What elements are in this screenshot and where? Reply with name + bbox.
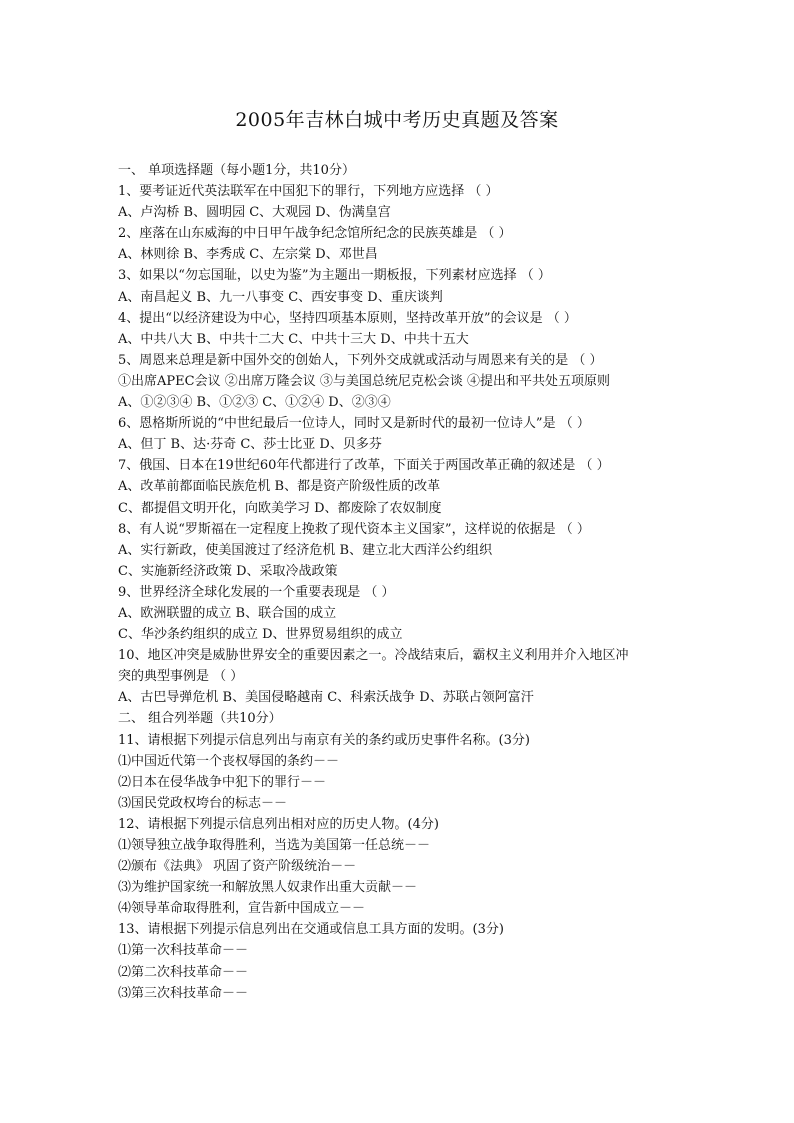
text-line: A、改革前都面临民族危机 B、都是资产阶级性质的改革 xyxy=(118,479,441,495)
text-line: 12、请根据下列提示信息列出相对应的历史人物。(4分) xyxy=(118,816,439,832)
text-line: ⑴中国近代第一个丧权辱国的条约－－ xyxy=(118,753,340,769)
text-line: ⑵日本在侵华战争中犯下的罪行－－ xyxy=(118,774,327,790)
document-title: 2005年吉林白城中考历史真题及答案 xyxy=(235,109,559,131)
text-line: ⑶国民党政权垮台的标志－－ xyxy=(118,795,288,811)
text-line: 11、请根据下列提示信息列出与南京有关的条约或历史事件名称。(3分) xyxy=(118,732,530,748)
text-line: 3、如果以“勿忘国耻，以史为鉴”为主题出一期板报，下列素材应选择 （ ） xyxy=(118,268,551,284)
text-line: ⑴第一次科技革命－－ xyxy=(118,943,249,959)
text-line: ⑶为维护国家统一和解放黑人奴隶作出重大贡献－－ xyxy=(118,880,418,896)
text-line: A、实行新政，使美国渡过了经济危机 B、建立北大西洋公约组织 xyxy=(118,542,493,558)
text-line: A、但丁 B、达·芬奇 C、莎士比亚 D、贝多芬 xyxy=(118,437,382,453)
text-line: ⑵第二次科技革命－－ xyxy=(118,964,249,980)
text-line: ⑴领导独立战争取得胜利，当选为美国第一任总统－－ xyxy=(118,838,431,853)
text-line: ①出席APEC会议 ②出席万隆会议 ③与美国总统尼克松会谈 ④提出和平共处五项原则 xyxy=(118,373,610,389)
text-line: 2、座落在山东威海的中日甲午战争纪念馆所纪念的民族英雄是 （ ） xyxy=(118,226,512,242)
document-body xyxy=(118,160,678,1004)
text-line: A、林则徐 B、李秀成 C、左宗棠 D、邓世昌 xyxy=(118,247,378,263)
text-line: ⑵颁布《法典》 巩固了资产阶级统治－－ xyxy=(118,859,357,875)
text-line: 突的典型事例是 （ ） xyxy=(118,669,244,685)
text-line: 8、有人说“罗斯福在一定程度上挽救了现代资本主义国家”，这样说的依据是 （ ） xyxy=(118,521,590,537)
text-line: 5、周恩来总理是新中国外交的创始人，下列外交成就或活动与周恩来有关的是 （ ） xyxy=(118,352,603,368)
text-line: A、南昌起义 B、九一八事变 C、西安事变 D、重庆谈判 xyxy=(118,289,443,305)
text-line: 9、世界经济全球化发展的一个重要表现是 （ ） xyxy=(118,584,395,600)
text-line: C、实施新经济政策 D、采取冷战政策 xyxy=(118,563,338,579)
text-line: A、欧洲联盟的成立 B、联合国的成立 xyxy=(118,605,337,621)
text-line: 一、 单项选择题（每小题1分，共10分） xyxy=(118,163,355,178)
text-line: ⑶第三次科技革命－－ xyxy=(118,985,249,1001)
text-line: 1、要考证近代英法联军在中国犯下的罪行，下列地方应选择 （ ） xyxy=(118,184,499,200)
text-line: A、卢沟桥 B、圆明园 C、大观园 D、伪满皇宫 xyxy=(118,205,391,221)
text-line: 6、恩格斯所说的“中世纪最后一位诗人，同时又是新时代的最初一位诗人”是 （ ） xyxy=(118,416,590,432)
text-line: A、古巴导弹危机 B、美国侵略越南 C、科索沃战争 D、苏联占领阿富汗 xyxy=(118,690,534,706)
text-line: 二、 组合列举题（共10分） xyxy=(118,711,282,727)
text-line: 4、提出“以经济建设为中心，坚持四项基本原则，坚持改革开放”的会议是 （ ） xyxy=(118,310,577,326)
text-line: 10、地区冲突是威胁世界安全的重要因素之一。冷战结束后，霸权主义利用并介入地区冲 xyxy=(118,648,629,664)
text-line: 7、俄国、日本在19世纪60年代都进行了改革，下面关于两国改革正确的叙述是 （ ） xyxy=(118,458,610,474)
text-line: C、华沙条约组织的成立 D、世界贸易组织的成立 xyxy=(118,627,403,643)
text-line: C、都提倡文明开化，向欧美学习 D、都废除了农奴制度 xyxy=(118,500,442,516)
text-line: 13、请根据下列提示信息列出在交通或信息工具方面的发明。(3分) xyxy=(118,922,504,938)
text-line: A、①②③④ B、①②③ C、①②④ D、②③④ xyxy=(118,395,391,411)
text-line: A、中共八大 B、中共十二大 C、中共十三大 D、中共十五大 xyxy=(118,331,469,347)
text-line: ⑷领导革命取得胜利，宣告新中国成立－－ xyxy=(118,901,366,917)
